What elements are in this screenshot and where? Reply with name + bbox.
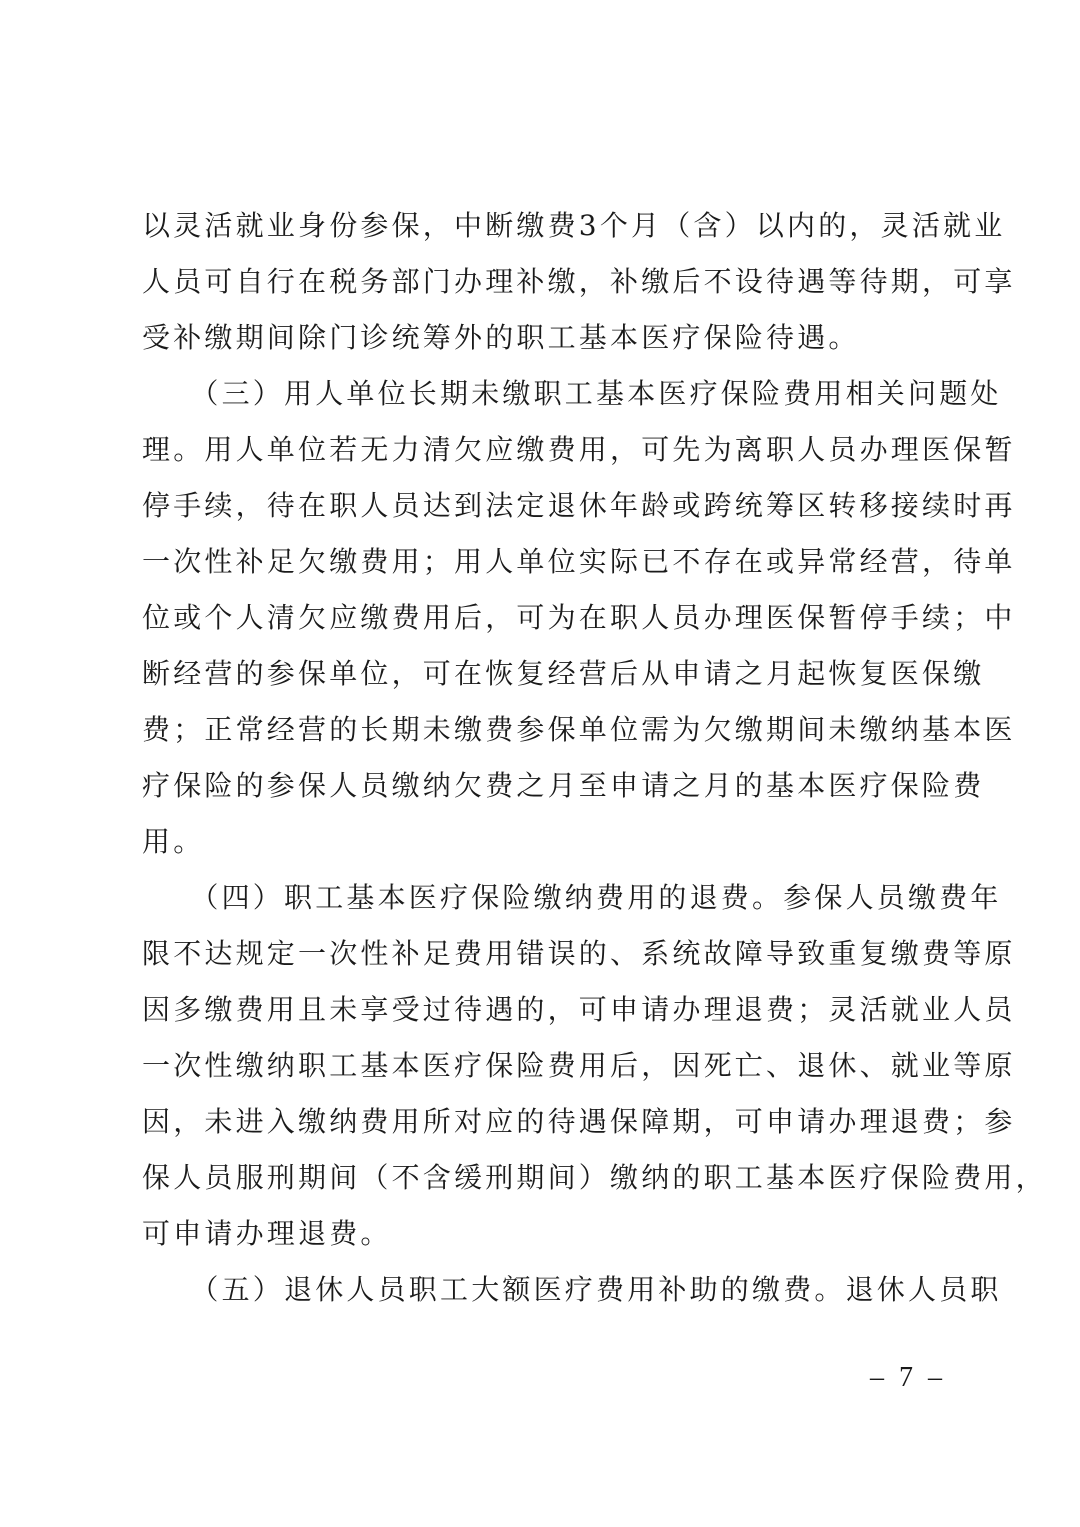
text-line-10: 费；正常经营的长期未缴费参保单位需为欠缴期间未缴纳基本医 <box>142 713 1016 746</box>
text-line-6: 停手续，待在职人员达到法定退休年龄或跨统筹区转移接续时再 <box>142 489 1016 522</box>
text-line-7: 一次性补足欠缴费用；用人单位实际已不存在或异常经营，待单 <box>142 545 1016 578</box>
text-line-9: 断经营的参保单位，可在恢复经营后从申请之月起恢复医保缴 <box>142 657 985 690</box>
body-text <box>142 198 1047 1318</box>
text-line-11: 疗保险的参保人员缴纳欠费之月至申请之月的基本医疗保险费 <box>142 769 985 802</box>
text-line-14: 限不达规定一次性补足费用错误的、系统故障导致重复缴费等原 <box>142 937 1016 970</box>
text-line-13: （四）职工基本医疗保险缴纳费用的退费。参保人员缴费年 <box>142 881 1002 914</box>
text-line-15: 因多缴费用且未享受过待遇的，可申请办理退费；灵活就业人员 <box>142 993 1016 1026</box>
text-line-5: 理。用人单位若无力清欠应缴费用，可先为离职人员办理医保暂 <box>142 433 1016 466</box>
text-line-18: 保人员服刑期间（不含缓刑期间）缴纳的职工基本医疗保险费用， <box>142 1161 1047 1194</box>
text-line-19: 可申请办理退费。 <box>142 1217 392 1250</box>
text-line-20: （五）退休人员职工大额医疗费用补助的缴费。退休人员职 <box>142 1273 1002 1306</box>
text-line-12: 用。 <box>142 825 205 858</box>
text-line-4: （三）用人单位长期未缴职工基本医疗保险费用相关问题处 <box>142 377 1002 410</box>
text-line-3: 受补缴期间除门诊统筹外的职工基本医疗保险待遇。 <box>142 321 860 354</box>
text-line-1: 以灵活就业身份参保，中断缴费3个月（含）以内的，灵活就业 <box>142 209 1006 242</box>
text-line-8: 位或个人清欠应缴费用后，可为在职人员办理医保暂停手续；中 <box>142 601 1016 634</box>
text-line-16: 一次性缴纳职工基本医疗保险费用后，因死亡、退休、就业等原 <box>142 1049 1016 1082</box>
text-line-2: 人员可自行在税务部门办理补缴，补缴后不设待遇等待期，可享 <box>142 265 1016 298</box>
text-line-17: 因，未进入缴纳费用所对应的待遇保障期，可申请办理退费；参 <box>142 1105 1016 1138</box>
page-number: – 7 – <box>870 1362 946 1393</box>
